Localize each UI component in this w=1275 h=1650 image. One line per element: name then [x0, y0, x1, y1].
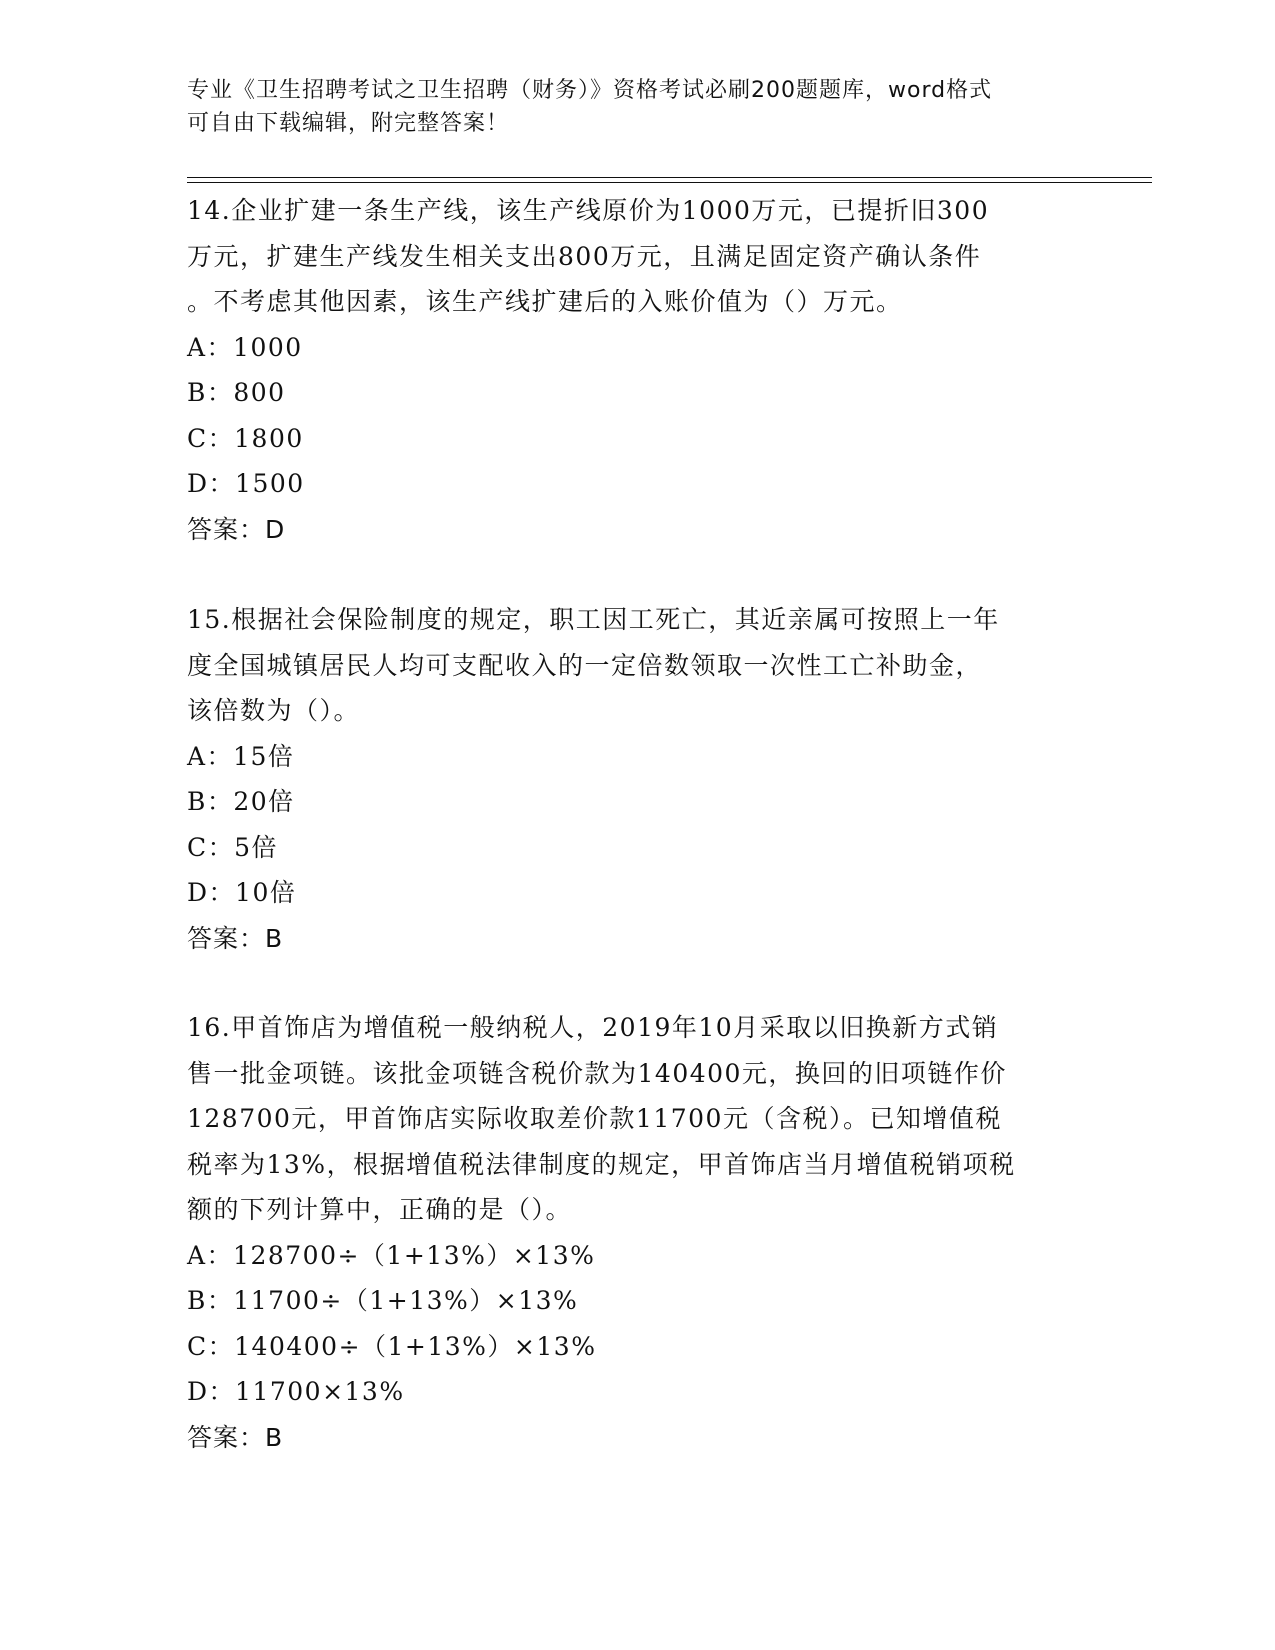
stem-line: 14.企业扩建一条生产线，该生产线原价为1000万元，已提折旧300: [187, 196, 990, 225]
question-stem: [187, 188, 1087, 325]
option-b: B：800: [187, 378, 286, 407]
option-b: B：20倍: [187, 787, 295, 816]
stem-line: 额的下列计算中，正确的是（）。: [187, 1195, 573, 1224]
stem-line: 万元，扩建生产线发生相关支出800万元，且满足固定资产确认条件: [187, 241, 982, 271]
stem-line: 。不考虑其他因素，该生产线扩建后的入账价值为（）万元。: [187, 287, 903, 316]
stem-line: 售一批金项链。该批金项链含税价款为140400元，换回的旧项链作价: [187, 1058, 1007, 1088]
stem-line: 16.甲首饰店为增值税一般纳税人，2019年10月采取以旧换新方式销: [187, 1013, 999, 1042]
option-a: A：15倍: [187, 741, 295, 771]
option-c: C：1800: [187, 423, 304, 453]
header-line-2: 可自由下载编辑，附完整答案！: [187, 111, 510, 136]
option-a: A：128700÷（1+13%）×13%: [187, 1240, 596, 1270]
option-d: D：1500: [187, 469, 305, 498]
stem-line: 该倍数为（）。: [187, 696, 361, 725]
stem-line: 15.根据社会保险制度的规定，职工因工死亡，其近亲属可按照上一年: [187, 605, 1000, 634]
question-stem: [187, 1005, 1087, 1233]
answer: 答案：D: [187, 514, 286, 544]
stem-line: 度全国城镇居民人均可支配收入的一定倍数领取一次性工亡补助金，: [187, 650, 983, 680]
option-d: D：10倍: [187, 878, 297, 907]
stem-line: 128700元，甲首饰店实际收取差价款11700元（含税）。已知增值税: [187, 1104, 1002, 1133]
answer: 答案：B: [187, 923, 284, 953]
question-14: [187, 188, 1087, 552]
question-16: [187, 1005, 1087, 1460]
question-stem: [187, 597, 1087, 734]
stem-line: 税率为13%，根据增值税法律制度的规定，甲首饰店当月增值税销项税: [187, 1149, 1016, 1179]
option-d: D：11700×13%: [187, 1377, 405, 1406]
header-divider: [187, 177, 1152, 183]
document-header: [187, 74, 1067, 140]
header-line-1: 专业《卫生招聘考试之卫生招聘（财务）》资格考试必刷200题题库，word格式: [187, 78, 993, 103]
question-15: [187, 597, 1087, 961]
option-b: B：11700÷（1+13%）×13%: [187, 1286, 579, 1315]
option-c: C：140400÷（1+13%）×13%: [187, 1331, 597, 1361]
option-a: A：1000: [187, 332, 303, 362]
option-c: C：5倍: [187, 832, 279, 862]
answer: 答案：B: [187, 1422, 284, 1452]
